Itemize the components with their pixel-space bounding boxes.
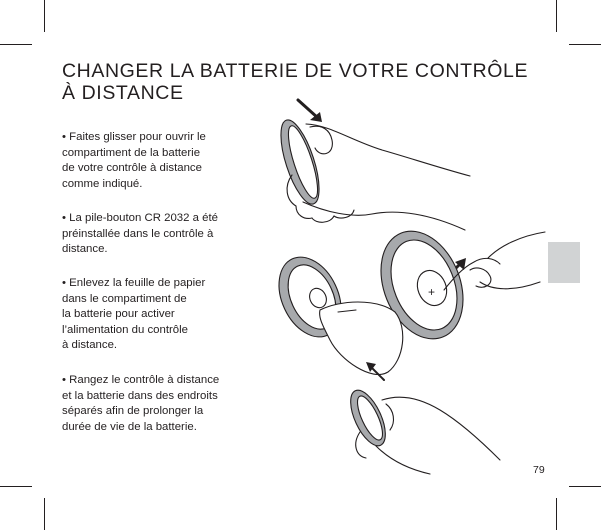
instruction-line: distance. bbox=[62, 243, 108, 256]
crop-mark bbox=[569, 44, 601, 45]
instruction-item bbox=[62, 373, 262, 435]
crop-mark bbox=[556, 0, 557, 32]
title-line: CHANGER LA BATTERIE DE VOTRE CONTRÔLE bbox=[62, 60, 529, 82]
crop-mark bbox=[44, 0, 45, 32]
instruction-line: • Enlevez la feuille de papier bbox=[62, 277, 206, 289]
instruction-line: de votre contrôle à distance bbox=[62, 162, 202, 175]
instruction-line: préinstallée dans le contrôle à bbox=[62, 227, 214, 240]
paper-strip-drawing bbox=[320, 302, 403, 374]
instruction-line: durée de vie de la batterie. bbox=[62, 420, 197, 433]
instruction-line: • Faites glisser pour ouvrir le bbox=[62, 131, 206, 143]
remote-open-drawing bbox=[273, 116, 470, 230]
instruction-line: comme indiqué. bbox=[62, 177, 143, 190]
page-side-tab bbox=[548, 242, 580, 283]
page-number: 79 bbox=[533, 464, 545, 476]
crop-mark bbox=[0, 44, 32, 45]
slide-arrow-icon bbox=[298, 100, 322, 122]
battery-plus-symbol: + bbox=[428, 285, 436, 299]
crop-mark bbox=[0, 486, 32, 487]
instruction-line: compartiment de la batterie bbox=[62, 146, 201, 159]
instruction-line: l’alimentation du contrôle bbox=[62, 323, 189, 336]
crop-mark bbox=[44, 498, 45, 530]
crop-mark bbox=[569, 486, 601, 487]
instruction-line: séparés afin de prolonger la bbox=[62, 405, 204, 418]
instruction-line: • La pile-bouton CR 2032 a été bbox=[62, 212, 218, 224]
instruction-item bbox=[62, 130, 262, 192]
instruction-line: dans le compartiment de bbox=[62, 292, 187, 305]
instruction-line: et la batterie dans des endroits bbox=[62, 389, 218, 402]
instruction-line: à distance. bbox=[62, 339, 118, 352]
instruction-line: la batterie pour activer bbox=[62, 308, 175, 321]
crop-mark bbox=[556, 498, 557, 530]
instruction-item bbox=[62, 276, 262, 354]
instruction-line: • Rangez le contrôle à distance bbox=[62, 374, 220, 386]
title-line: À DISTANCE bbox=[62, 82, 184, 104]
battery-illustration bbox=[270, 95, 570, 475]
instruction-item bbox=[62, 211, 262, 258]
remote-hand-drawing bbox=[344, 385, 500, 474]
